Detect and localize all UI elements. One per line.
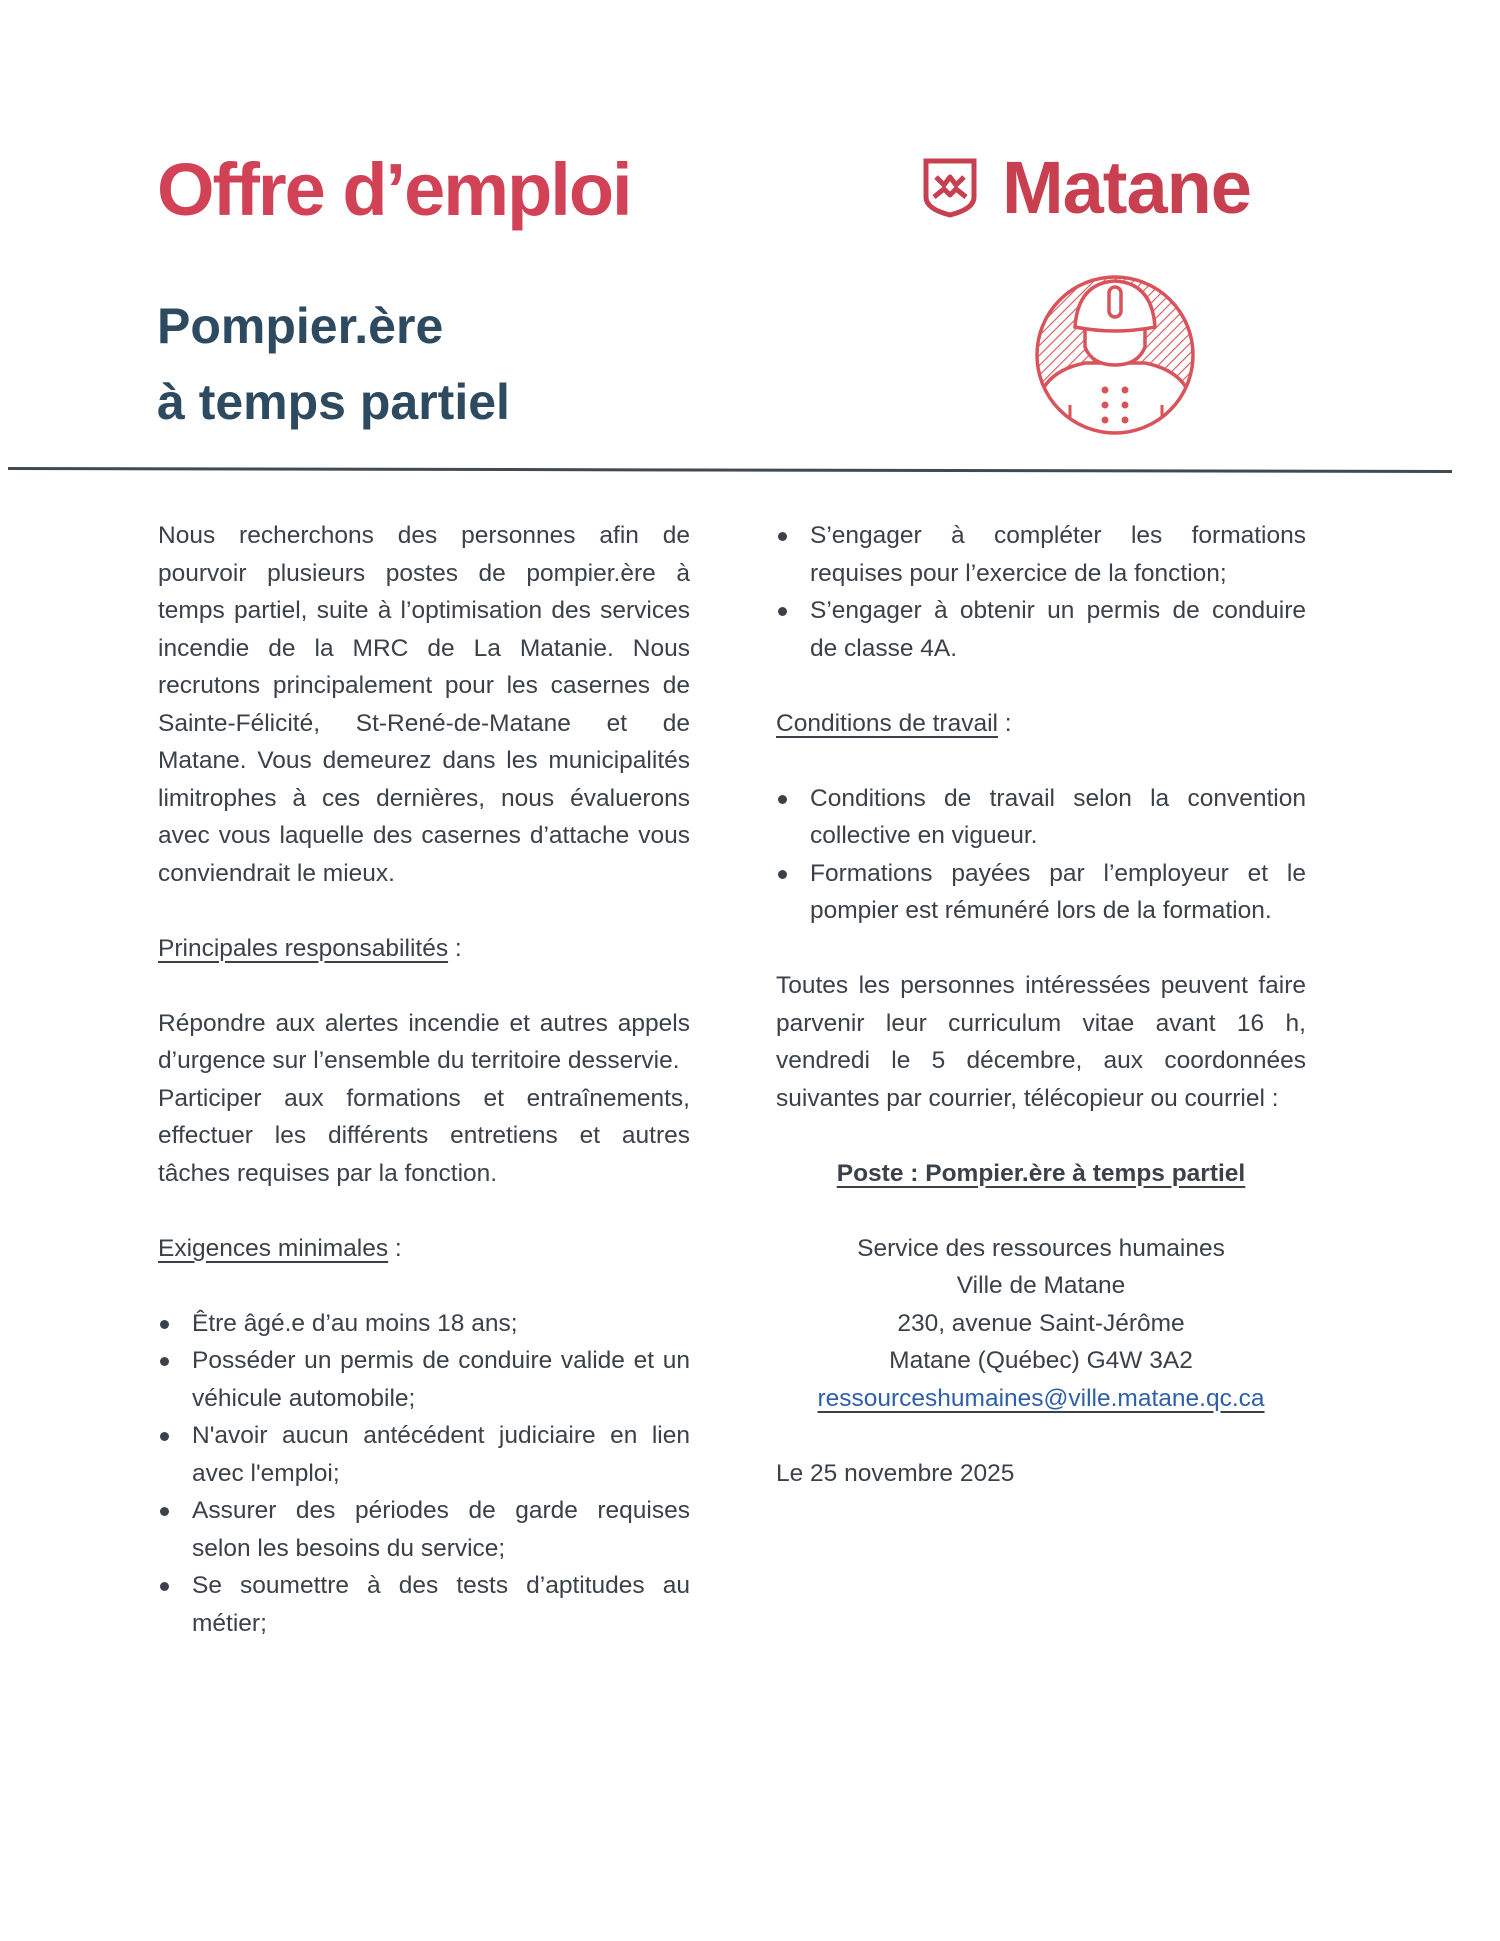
responsibilities-heading-text: Principales responsabilités [158,934,449,962]
publication-date: Le 25 novembre 2025 [776,1459,1015,1487]
contact-department: Service des ressources humaines [857,1234,1225,1262]
requirement-item: Posséder un permis de conduire valide et un véhicule automobile; [158,1342,690,1417]
condition-item: Formations payées par l’employeur et le pompier est rémunéré lors de la formation. [776,855,1306,930]
responsibilities-heading-colon: : [448,934,462,962]
contact-city: Matane (Québec) G4W 3A2 [889,1347,1193,1374]
requirements-list-continued [776,517,1306,667]
conditions-heading [776,705,1306,743]
condition-item: Conditions de travail selon la convention collective en vigueur. [776,780,1306,855]
matane-shield-icon [922,157,978,219]
left-column [158,517,690,1642]
job-title-line-2: à temps partiel [157,374,510,430]
requirements-heading [158,1230,690,1268]
requirement-item: Être âgé.e d’au moins 18 ans; [158,1305,690,1343]
requirement-item: Assurer des périodes de garde requises selon les besoins du service; [158,1492,690,1567]
conditions-list [776,780,1306,930]
conditions-heading-text: Conditions de travail [776,709,998,737]
poste-line [776,1155,1306,1193]
responsibility-paragraph: Participer aux formations et entraînements, effectuer les différents entretiens et autres tâches requises par la fonction. [158,1084,690,1187]
logo-text: Matane [1002,146,1251,229]
job-title [157,288,510,440]
conditions-heading-colon: : [997,709,1012,737]
header-divider [8,467,1452,473]
responsibility-paragraph: Répondre aux alertes incendie et autres appels d’urgence sur l’ensemble du territoire desservie. [158,1009,690,1074]
intro-paragraph: Nous recherchons des personnes afin de pourvoir plusieurs postes de pompier.ère à temps partiel, suite à l’optimisation des services incendie de la MRC de La Matanie. Nous recrutons principalement pour les casernes de Sainte-Félicité, St-René-de-Matane et de Matane. Vous demeurez dans les municipalités limitrophes à ces dernières, nous évaluerons avec vous laquelle des casernes d’attache vous conviendrait le mieux. [158,522,690,887]
contact-street: 230, avenue Saint-Jérôme [897,1309,1185,1337]
requirements-heading-colon: : [388,1234,402,1262]
page-title: Offre d’emploi [157,148,631,231]
requirements-list [158,1305,690,1643]
requirements-heading-text: Exigences minimales [158,1234,389,1262]
contact-email-link[interactable]: ressourceshumaines@ville.matane.qc.ca [817,1384,1265,1412]
application-paragraph: Toutes les personnes intéressées peuvent faire parvenir leur curriculum vitae avant 16 h, vendredi le 5 décembre, aux coordonnées suivantes par courrier, télécopieur ou courriel : [776,972,1306,1112]
requirement-item: S’engager à compléter les formations requises pour l’exercice de la fonction; [776,517,1306,592]
requirement-item: Se soumettre à des tests d’aptitudes au métier; [158,1567,690,1642]
poste-label: Poste : Pompier.ère à temps partiel [836,1159,1246,1187]
right-column [776,517,1306,1492]
requirement-item: N'avoir aucun antécédent judiciaire en lien avec l'emploi; [158,1417,690,1492]
job-title-line-1: Pompier.ère [157,298,444,354]
contact-city-hall: Ville de Matane [956,1272,1126,1299]
responsibilities-heading [158,930,690,968]
requirement-item: S’engager à obtenir un permis de conduire de classe 4A. [776,592,1306,667]
firefighter-icon [1030,265,1200,435]
matane-logo [922,148,1251,228]
